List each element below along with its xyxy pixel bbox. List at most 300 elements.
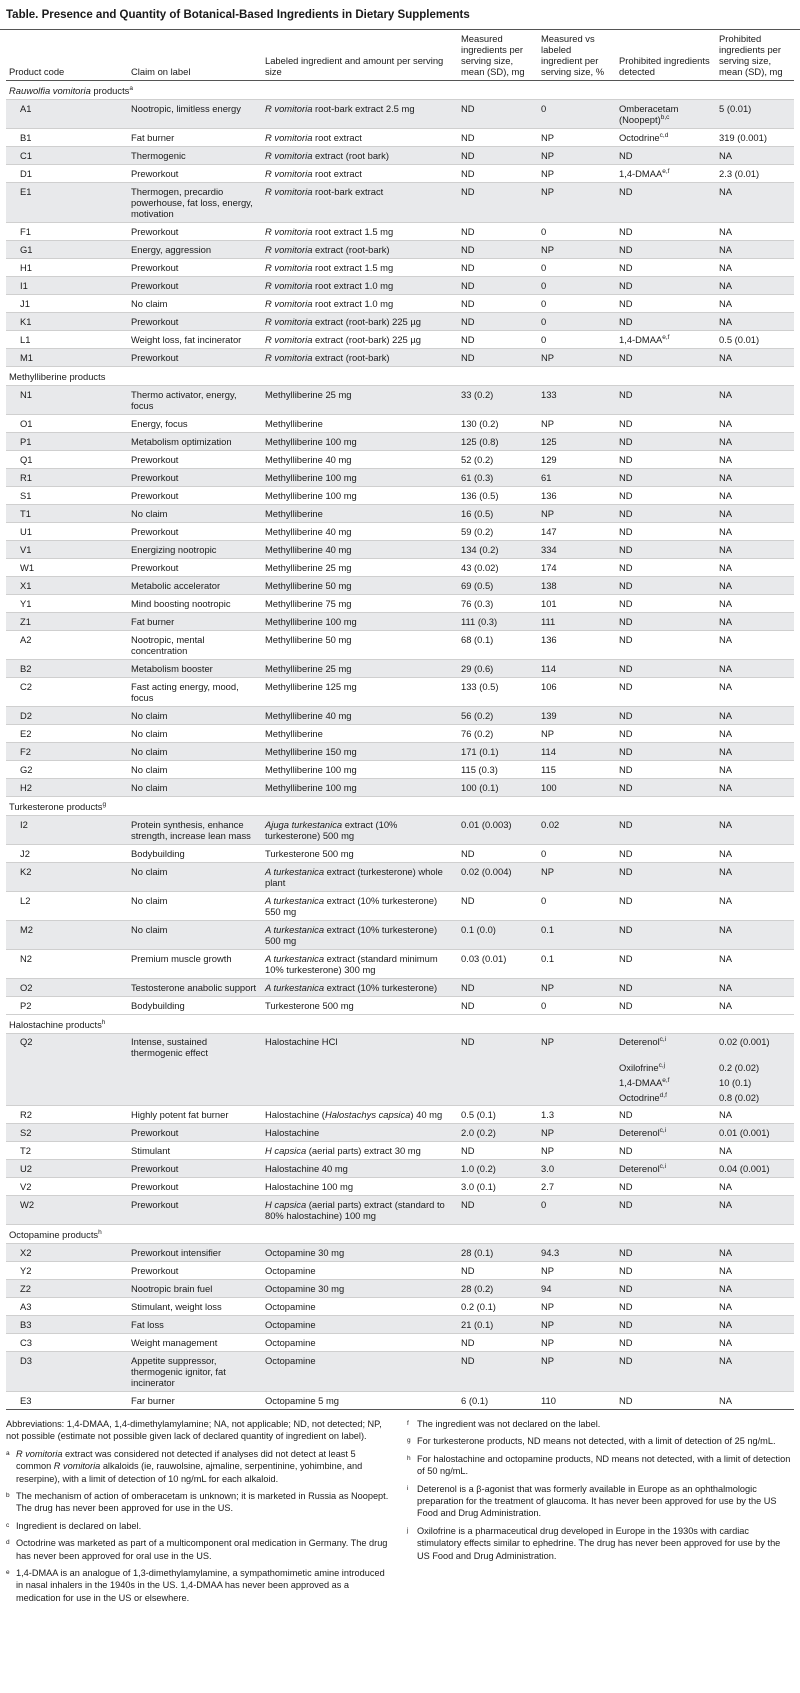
claim-cell: No claim — [128, 707, 262, 725]
product-code-cell: K1 — [6, 313, 128, 331]
prohibited-cell: ND — [616, 660, 716, 678]
claim-cell: Preworkout — [128, 1196, 262, 1225]
product-code-cell: F1 — [6, 223, 128, 241]
measured-cell: 1.0 (0.2) — [458, 1160, 538, 1178]
product-code-cell: M1 — [6, 349, 128, 367]
measured-cell: 68 (0.1) — [458, 631, 538, 660]
prohibited-amount-cell: NA — [716, 743, 794, 761]
prohibited-cell: Octodrine$^{d,f}$ — [616, 1090, 716, 1106]
measured-vs-labeled-cell: NP — [538, 129, 616, 147]
footnote-a — [6, 1448, 393, 1485]
labeled-ingredient-cell: Methylliberine 100 mg — [262, 433, 458, 451]
measured-cell: 111 (0.3) — [458, 613, 538, 631]
measured-cell: ND — [458, 349, 538, 367]
product-code-cell: Y2 — [6, 1262, 128, 1280]
measured-vs-labeled-cell: 94 — [538, 1280, 616, 1298]
footnote-mark: a — [6, 1449, 10, 1457]
product-code-cell: X1 — [6, 577, 128, 595]
footnote-text: For halostachine and octopamine products, ND means not detected, with a limit of detection of 50 ng/mL. — [417, 1453, 791, 1477]
measured-cell: 43 (0.02) — [458, 559, 538, 577]
measured-vs-labeled-cell: 0 — [538, 295, 616, 313]
labeled-ingredient-cell: R vomitoria extract (root-bark) 225 µg — [262, 331, 458, 349]
measured-vs-labeled-cell: NP — [538, 183, 616, 223]
measured-vs-labeled-cell: 125 — [538, 433, 616, 451]
product-code-cell: T2 — [6, 1142, 128, 1160]
labeled-ingredient-cell: R vomitoria root extract 1.0 mg — [262, 295, 458, 313]
empty-cell — [128, 1060, 262, 1075]
prohibited-cell: ND — [616, 259, 716, 277]
product-code-cell: B1 — [6, 129, 128, 147]
claim-cell: No claim — [128, 505, 262, 523]
measured-vs-labeled-cell: 111 — [538, 613, 616, 631]
table-row — [6, 613, 794, 631]
measured-cell: 76 (0.2) — [458, 725, 538, 743]
prohibited-cell: ND — [616, 349, 716, 367]
measured-cell: 33 (0.2) — [458, 386, 538, 415]
table-row — [6, 147, 794, 165]
claim-cell: Far burner — [128, 1392, 262, 1410]
claim-cell: Stimulant — [128, 1142, 262, 1160]
prohibited-amount-cell: NA — [716, 1280, 794, 1298]
product-code-cell: B2 — [6, 660, 128, 678]
measured-cell: 69 (0.5) — [458, 577, 538, 595]
footnote-abbreviations — [6, 1418, 393, 1443]
prohibited-amount-cell: NA — [716, 863, 794, 892]
footnote-text: Oxilofrine is a pharmaceutical drug developed in Europe in the 1930s with cardiac stimulatory effects similar to ephedrine. The drug has never been approved for use by the US Food and Drug Administration. — [417, 1525, 781, 1561]
labeled-ingredient-cell: Halostachine (Halostachys capsica) 40 mg — [262, 1106, 458, 1124]
labeled-ingredient-cell: R vomitoria extract (root-bark) — [262, 349, 458, 367]
product-code-cell: A2 — [6, 631, 128, 660]
claim-cell: No claim — [128, 779, 262, 797]
product-code-cell: C2 — [6, 678, 128, 707]
prohibited-amount-cell: NA — [716, 259, 794, 277]
product-code-cell: S2 — [6, 1124, 128, 1142]
prohibited-cell: Omberacetam (Noopept)$^{b,c}$ — [616, 100, 716, 129]
labeled-ingredient-cell: Turkesterone 500 mg — [262, 845, 458, 863]
claim-cell: Preworkout — [128, 487, 262, 505]
table-row — [6, 451, 794, 469]
measured-cell: 76 (0.3) — [458, 595, 538, 613]
prohibited-cell: ND — [616, 1178, 716, 1196]
prohibited-cell: ND — [616, 761, 716, 779]
empty-cell — [538, 1075, 616, 1090]
product-code-cell: Q2 — [6, 1034, 128, 1061]
prohibited-cell: ND — [616, 559, 716, 577]
measured-vs-labeled-cell: 114 — [538, 660, 616, 678]
measured-cell: ND — [458, 223, 538, 241]
empty-cell — [262, 1060, 458, 1075]
labeled-ingredient-cell: Methylliberine 100 mg — [262, 469, 458, 487]
prohibited-amount-cell: NA — [716, 1352, 794, 1392]
table-row — [6, 1280, 794, 1298]
product-code-cell: W2 — [6, 1196, 128, 1225]
labeled-ingredient-cell: R vomitoria root extract 1.5 mg — [262, 223, 458, 241]
measured-cell: 6 (0.1) — [458, 1392, 538, 1410]
claim-cell: Nootropic brain fuel — [128, 1280, 262, 1298]
labeled-ingredient-cell: Methylliberine 100 mg — [262, 487, 458, 505]
labeled-ingredient-cell: R vomitoria extract (root bark) — [262, 147, 458, 165]
prohibited-cell: Oxilofrine$^{c,j}$ — [616, 1060, 716, 1075]
product-code-cell: D2 — [6, 707, 128, 725]
claim-cell: No claim — [128, 725, 262, 743]
table-row — [6, 295, 794, 313]
product-code-cell: J1 — [6, 295, 128, 313]
table-row — [6, 386, 794, 415]
measured-vs-labeled-cell: 0 — [538, 259, 616, 277]
title-bar — [0, 0, 800, 30]
table-row — [6, 433, 794, 451]
labeled-ingredient-cell: Methylliberine 125 mg — [262, 678, 458, 707]
footnote-mark: j — [407, 1526, 409, 1534]
prohibited-cell: ND — [616, 505, 716, 523]
table-row — [6, 631, 794, 660]
table-row — [6, 100, 794, 129]
claim-cell: Preworkout intensifier — [128, 1244, 262, 1262]
prohibited-amount-cell: 10 (0.1) — [716, 1075, 794, 1090]
measured-cell: ND — [458, 129, 538, 147]
prohibited-amount-cell: 0.01 (0.001) — [716, 1124, 794, 1142]
table-row — [6, 415, 794, 433]
table-row — [6, 1392, 794, 1410]
measured-vs-labeled-cell: 147 — [538, 523, 616, 541]
labeled-ingredient-cell: Halostachine 40 mg — [262, 1160, 458, 1178]
table-row — [6, 660, 794, 678]
measured-vs-labeled-cell: 0 — [538, 331, 616, 349]
prohibited-cell: ND — [616, 295, 716, 313]
product-code-cell: L1 — [6, 331, 128, 349]
table-row — [6, 678, 794, 707]
table-row — [6, 165, 794, 183]
measured-vs-labeled-cell: 0 — [538, 997, 616, 1015]
claim-cell: No claim — [128, 892, 262, 921]
footnote-text: Ingredient is declared on label. — [16, 1520, 142, 1531]
measured-vs-labeled-cell: 1.3 — [538, 1106, 616, 1124]
measured-vs-labeled-cell: 0 — [538, 845, 616, 863]
empty-cell — [6, 1090, 128, 1106]
measured-vs-labeled-cell: 0 — [538, 313, 616, 331]
product-code-cell: H1 — [6, 259, 128, 277]
table-row — [6, 349, 794, 367]
prohibited-cell: ND — [616, 1352, 716, 1392]
claim-cell: No claim — [128, 761, 262, 779]
measured-cell: ND — [458, 979, 538, 997]
empty-cell — [6, 1060, 128, 1075]
claim-cell: No claim — [128, 743, 262, 761]
prohibited-amount-cell: NA — [716, 415, 794, 433]
labeled-ingredient-cell: Turkesterone 500 mg — [262, 997, 458, 1015]
measured-cell: 0.03 (0.01) — [458, 950, 538, 979]
measured-vs-labeled-cell: 0 — [538, 100, 616, 129]
measured-vs-labeled-cell: 101 — [538, 595, 616, 613]
prohibited-amount-cell: NA — [716, 451, 794, 469]
measured-vs-labeled-cell: 174 — [538, 559, 616, 577]
measured-vs-labeled-cell: NP — [538, 725, 616, 743]
table-row — [6, 505, 794, 523]
product-code-cell: A1 — [6, 100, 128, 129]
measured-cell: 28 (0.1) — [458, 1244, 538, 1262]
footnote-text: Deterenol is a β-agonist that was formerly available in Europe as an ophthalmologic preparation for the treatment of glaucoma. It has never been approved for use by the US Food and Drug Administration. — [417, 1483, 777, 1519]
footnote-c — [6, 1520, 393, 1532]
table-row — [6, 863, 794, 892]
measured-cell: ND — [458, 892, 538, 921]
claim-cell: Intense, sustained thermogenic effect — [128, 1034, 262, 1061]
product-code-cell: C1 — [6, 147, 128, 165]
prohibited-cell: ND — [616, 386, 716, 415]
product-code-cell: D3 — [6, 1352, 128, 1392]
prohibited-cell: ND — [616, 451, 716, 469]
measured-vs-labeled-cell: 0 — [538, 1196, 616, 1225]
table-row — [6, 1142, 794, 1160]
measured-cell: ND — [458, 277, 538, 295]
claim-cell: Preworkout — [128, 523, 262, 541]
measured-vs-labeled-cell: NP — [538, 349, 616, 367]
measured-cell: ND — [458, 1334, 538, 1352]
prohibited-amount-cell: NA — [716, 595, 794, 613]
table-row — [6, 595, 794, 613]
measured-vs-labeled-cell: 106 — [538, 678, 616, 707]
table-subrow — [6, 1075, 794, 1090]
labeled-ingredient-cell: R vomitoria extract (root-bark) 225 µg — [262, 313, 458, 331]
claim-cell: Stimulant, weight loss — [128, 1298, 262, 1316]
footnote-mark: h — [407, 1454, 411, 1462]
claim-cell: Appetite suppressor, thermogenic ignitor, fat incinerator — [128, 1352, 262, 1392]
measured-vs-labeled-cell: 110 — [538, 1392, 616, 1410]
product-code-cell: H2 — [6, 779, 128, 797]
measured-vs-labeled-cell: 61 — [538, 469, 616, 487]
measured-vs-labeled-cell: 0 — [538, 223, 616, 241]
footnote-f — [407, 1418, 794, 1430]
measured-vs-labeled-cell: NP — [538, 979, 616, 997]
table-row — [6, 816, 794, 845]
product-code-cell: V2 — [6, 1178, 128, 1196]
table-row — [6, 845, 794, 863]
table-row — [6, 469, 794, 487]
labeled-ingredient-cell: Octopamine — [262, 1262, 458, 1280]
product-code-cell: W1 — [6, 559, 128, 577]
prohibited-cell: ND — [616, 577, 716, 595]
empty-cell — [262, 1075, 458, 1090]
measured-vs-labeled-cell: NP — [538, 165, 616, 183]
product-code-cell: N2 — [6, 950, 128, 979]
measured-vs-labeled-cell: 0 — [538, 892, 616, 921]
measured-vs-labeled-cell: NP — [538, 505, 616, 523]
prohibited-cell: ND — [616, 1280, 716, 1298]
prohibited-cell: ND — [616, 523, 716, 541]
footnote-text: R vomitoria extract was considered not detected if analyses did not detect at least 5 common R vomitoria alkaloids (ie, rauwolsine, ajmaline, serpentinine, yohimbine, and reserpine), with a limit of detection of 10 ng/mL for each alkaloid. — [16, 1448, 363, 1484]
measured-vs-labeled-cell: NP — [538, 415, 616, 433]
claim-cell: Fat burner — [128, 613, 262, 631]
claim-cell: Fat loss — [128, 1316, 262, 1334]
header-measured: Measured ingredients per serving size, mean (SD), mg — [458, 30, 538, 81]
measured-cell: 16 (0.5) — [458, 505, 538, 523]
claim-cell: Preworkout — [128, 559, 262, 577]
prohibited-cell: ND — [616, 1196, 716, 1225]
product-code-cell: M2 — [6, 921, 128, 950]
labeled-ingredient-cell: H capsica (aerial parts) extract 30 mg — [262, 1142, 458, 1160]
footnote-mark: b — [6, 1492, 10, 1500]
prohibited-cell: ND — [616, 469, 716, 487]
prohibited-amount-cell: NA — [716, 469, 794, 487]
product-code-cell: I2 — [6, 816, 128, 845]
measured-cell: 29 (0.6) — [458, 660, 538, 678]
claim-cell: Bodybuilding — [128, 997, 262, 1015]
product-code-cell: Z1 — [6, 613, 128, 631]
header-prohibited: Prohibited ingredients detected — [616, 30, 716, 81]
labeled-ingredient-cell: R vomitoria root extract 1.5 mg — [262, 259, 458, 277]
measured-cell: ND — [458, 1034, 538, 1061]
claim-cell: Preworkout — [128, 469, 262, 487]
prohibited-cell: ND — [616, 743, 716, 761]
prohibited-cell: ND — [616, 1106, 716, 1124]
measured-cell: ND — [458, 241, 538, 259]
measured-cell: ND — [458, 183, 538, 223]
table-row — [6, 707, 794, 725]
header-prohibited-amount: Prohibited ingredients per serving size, mean (SD), mg — [716, 30, 794, 81]
measured-cell: ND — [458, 331, 538, 349]
measured-cell: 125 (0.8) — [458, 433, 538, 451]
footnote-d — [6, 1537, 393, 1562]
measured-vs-labeled-cell: NP — [538, 1124, 616, 1142]
table-subrow — [6, 1090, 794, 1106]
labeled-ingredient-cell: R vomitoria extract (root-bark) — [262, 241, 458, 259]
labeled-ingredient-cell: Methylliberine 100 mg — [262, 779, 458, 797]
claim-cell: Preworkout — [128, 277, 262, 295]
claim-cell: Thermogenic — [128, 147, 262, 165]
claim-cell: Energy, focus — [128, 415, 262, 433]
prohibited-cell: ND — [616, 433, 716, 451]
labeled-ingredient-cell: Methylliberine 25 mg — [262, 386, 458, 415]
footnote-text: Octodrine was marketed as part of a multicomponent oral medication in Germany. The drug has never been approved for oral use in the US. — [16, 1538, 388, 1561]
measured-cell: ND — [458, 259, 538, 277]
labeled-ingredient-cell: Methylliberine 50 mg — [262, 577, 458, 595]
prohibited-cell: Deterenol$^{c,i}$ — [616, 1124, 716, 1142]
measured-cell: 2.0 (0.2) — [458, 1124, 538, 1142]
prohibited-amount-cell: NA — [716, 386, 794, 415]
prohibited-amount-cell: NA — [716, 313, 794, 331]
product-code-cell: O2 — [6, 979, 128, 997]
claim-cell: Fat burner — [128, 129, 262, 147]
prohibited-amount-cell: NA — [716, 1392, 794, 1410]
measured-cell: 0.5 (0.1) — [458, 1106, 538, 1124]
header-claim: Claim on label — [128, 30, 262, 81]
group-header-row — [6, 367, 794, 386]
product-code-cell: G1 — [6, 241, 128, 259]
claim-cell: Preworkout — [128, 223, 262, 241]
measured-cell: 0.01 (0.003) — [458, 816, 538, 845]
measured-vs-labeled-cell: 0.02 — [538, 816, 616, 845]
product-code-cell: D1 — [6, 165, 128, 183]
prohibited-amount-cell: NA — [716, 183, 794, 223]
claim-cell: Energizing nootropic — [128, 541, 262, 559]
prohibited-cell: ND — [616, 678, 716, 707]
prohibited-amount-cell: 0.8 (0.02) — [716, 1090, 794, 1106]
table-row — [6, 892, 794, 921]
product-code-cell: Z2 — [6, 1280, 128, 1298]
measured-cell: ND — [458, 1352, 538, 1392]
table-row — [6, 1178, 794, 1196]
table-row — [6, 523, 794, 541]
prohibited-cell: 1,4-DMAA$^{e,f}$ — [616, 165, 716, 183]
footnote-mark: e — [6, 1569, 10, 1577]
measured-vs-labeled-cell: 133 — [538, 386, 616, 415]
table-row — [6, 1244, 794, 1262]
prohibited-amount-cell: NA — [716, 1244, 794, 1262]
prohibited-cell: ND — [616, 631, 716, 660]
prohibited-amount-cell: NA — [716, 559, 794, 577]
measured-vs-labeled-cell: 100 — [538, 779, 616, 797]
prohibited-cell: ND — [616, 1298, 716, 1316]
measured-vs-labeled-cell: NP — [538, 1352, 616, 1392]
prohibited-cell: ND — [616, 541, 716, 559]
table-header-row — [6, 30, 794, 81]
measured-cell: ND — [458, 313, 538, 331]
labeled-ingredient-cell: R vomitoria root-bark extract 2.5 mg — [262, 100, 458, 129]
claim-cell: Preworkout — [128, 1124, 262, 1142]
labeled-ingredient-cell: Methylliberine 150 mg — [262, 743, 458, 761]
table-row — [6, 1316, 794, 1334]
group-title: Turkesterone products$^g$ — [6, 797, 794, 816]
prohibited-amount-cell: NA — [716, 950, 794, 979]
prohibited-cell: ND — [616, 415, 716, 433]
footnote-e — [6, 1567, 393, 1604]
footnote-text: The ingredient was not declared on the label. — [417, 1419, 601, 1429]
measured-cell: ND — [458, 165, 538, 183]
product-code-cell: J2 — [6, 845, 128, 863]
footnotes-right-column — [407, 1418, 794, 1609]
product-code-cell: T1 — [6, 505, 128, 523]
product-code-cell: E1 — [6, 183, 128, 223]
product-code-cell: Q1 — [6, 451, 128, 469]
prohibited-cell: ND — [616, 183, 716, 223]
prohibited-cell: ND — [616, 1142, 716, 1160]
labeled-ingredient-cell: Halostachine HCl — [262, 1034, 458, 1061]
footnote-text: For turkesterone products, ND means not detected, with a limit of detection of 25 ng/mL. — [417, 1436, 776, 1447]
table-row — [6, 259, 794, 277]
prohibited-amount-cell: NA — [716, 487, 794, 505]
prohibited-amount-cell: NA — [716, 295, 794, 313]
claim-cell: Preworkout — [128, 1178, 262, 1196]
measured-cell: ND — [458, 100, 538, 129]
empty-cell — [458, 1060, 538, 1075]
group-header-row — [6, 1225, 794, 1244]
claim-cell: Preworkout — [128, 313, 262, 331]
empty-cell — [538, 1060, 616, 1075]
labeled-ingredient-cell: R vomitoria root extract — [262, 129, 458, 147]
prohibited-amount-cell: 0.02 (0.001) — [716, 1034, 794, 1061]
table-row — [6, 1160, 794, 1178]
labeled-ingredient-cell: Octopamine 30 mg — [262, 1244, 458, 1262]
footnote-h — [407, 1453, 794, 1478]
prohibited-amount-cell: NA — [716, 779, 794, 797]
claim-cell: Fast acting energy, mood, focus — [128, 678, 262, 707]
labeled-ingredient-cell: Octopamine — [262, 1334, 458, 1352]
prohibited-cell: 1,4-DMAA$^{e,f}$ — [616, 1075, 716, 1090]
prohibited-amount-cell: 5 (0.01) — [716, 100, 794, 129]
footnote-mark: c — [6, 1521, 10, 1529]
measured-cell: 3.0 (0.1) — [458, 1178, 538, 1196]
measured-vs-labeled-cell: 136 — [538, 487, 616, 505]
claim-cell: Mind boosting nootropic — [128, 595, 262, 613]
prohibited-amount-cell: NA — [716, 921, 794, 950]
group-header-row — [6, 797, 794, 816]
prohibited-amount-cell: NA — [716, 1178, 794, 1196]
prohibited-amount-cell: 0.5 (0.01) — [716, 331, 794, 349]
footnote-mark: i — [407, 1484, 409, 1492]
footnote-mark: d — [6, 1539, 10, 1547]
labeled-ingredient-cell: Octopamine 30 mg — [262, 1280, 458, 1298]
labeled-ingredient-cell: Methylliberine — [262, 505, 458, 523]
footnote-i — [407, 1483, 794, 1520]
